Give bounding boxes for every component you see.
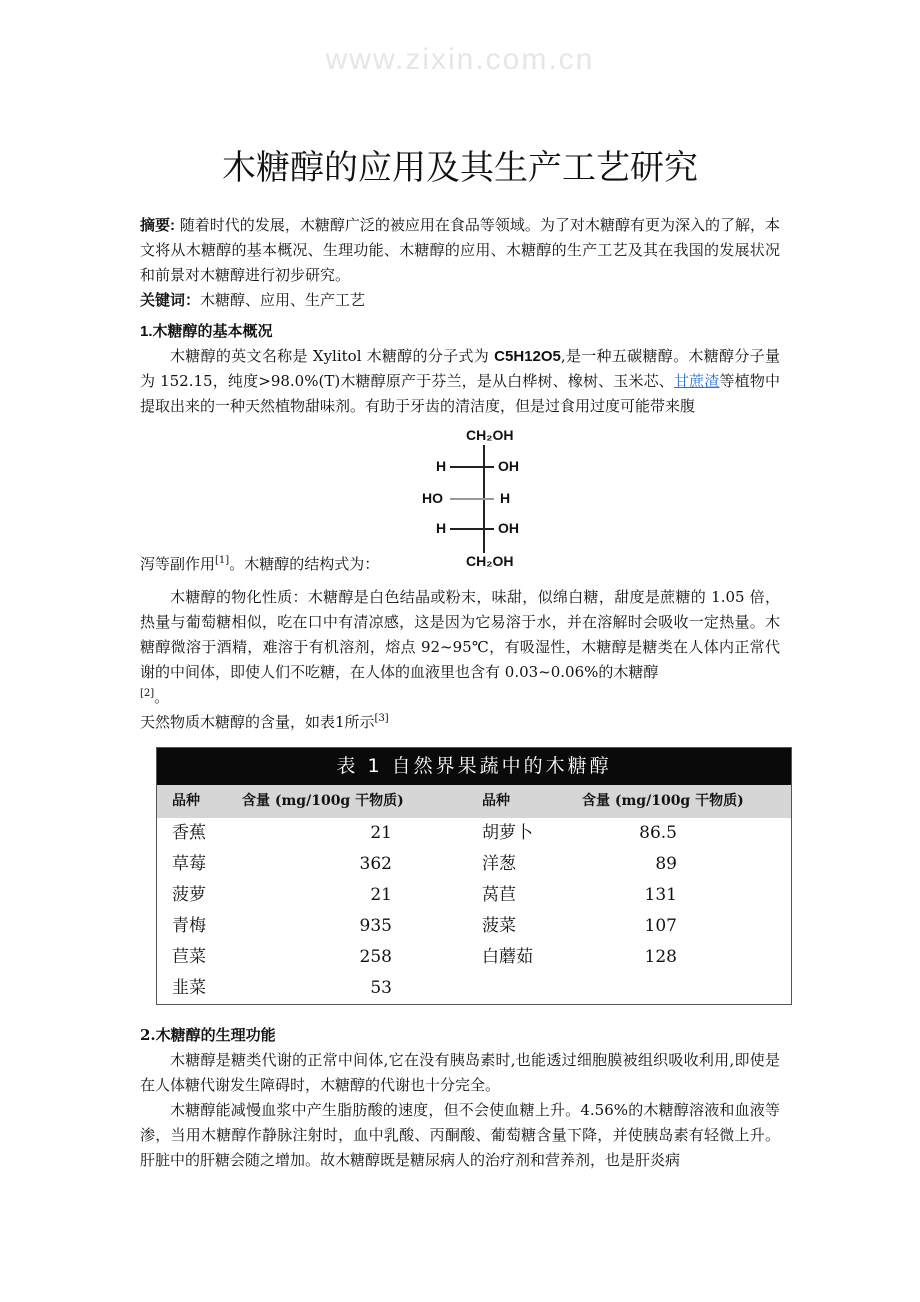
struct-r1-right: OH <box>498 458 519 474</box>
cell-variety: 韭菜 <box>172 978 206 998</box>
cell-variety: 草莓 <box>172 854 206 874</box>
cell-variety: 胡萝卜 <box>482 823 533 843</box>
cell-content <box>582 973 677 1004</box>
table-row <box>157 880 791 911</box>
table-row <box>157 911 791 942</box>
ref-2[interactable]: [2] <box>140 688 155 699</box>
cell-variety <box>467 973 582 1004</box>
abstract-label: 摘要: <box>140 217 176 234</box>
table-row <box>157 818 791 849</box>
cell-variety: 白蘑茹 <box>482 947 533 967</box>
section2-paragraph1: 木糖醇是糖类代谢的正常中间体,它在没有胰岛素时,也能透过细胞膜被组织吸收利用,即使是在人体糖代谢发生障碍时，木糖醇的代谢也十分完全。 <box>140 1051 780 1094</box>
cell-variety: 菠萝 <box>172 885 206 905</box>
struct-r3-left: H <box>436 520 447 536</box>
xylitol-content-table <box>156 747 792 1005</box>
table-row <box>157 849 791 880</box>
cell-content: 89 <box>655 854 677 874</box>
xylitol-structural-formula <box>420 427 530 572</box>
p1-text-d: 泻等副作用 <box>140 555 216 573</box>
table-row <box>157 942 791 973</box>
p1-text-c: 等植物中提取出来的一种天然植物甜味剂。有助于牙齿的清洁度，但是过食用过度可能带来腹 <box>140 372 780 415</box>
section1-paragraph1 <box>140 344 780 419</box>
cell-content: 107 <box>644 916 677 936</box>
keywords <box>140 288 780 313</box>
cell-variety: 莴苣 <box>482 885 516 905</box>
struct-top: CH₂OH <box>466 427 514 443</box>
cell-variety: 香蕉 <box>172 823 206 843</box>
struct-bottom: CH₂OH <box>466 553 514 569</box>
cell-content: 21 <box>370 885 392 905</box>
header-content: 含量 (mg/100g 干物质) <box>582 793 744 809</box>
cell-content: 131 <box>644 885 677 905</box>
p2-end: 。 <box>154 688 170 706</box>
table-body <box>157 818 791 1004</box>
table-intro-text: 天然物质木糖醇的含量，如表1所示 <box>140 713 375 731</box>
cell-content: 86.5 <box>639 823 677 843</box>
ref-3[interactable]: [3] <box>374 713 389 724</box>
keywords-label: 关键词： <box>140 291 201 309</box>
table-row <box>157 973 791 1004</box>
bagasse-link[interactable]: 甘蔗渣 <box>673 372 720 390</box>
cell-content: 53 <box>370 978 392 998</box>
p1-text-b: ,是一种五碳糖醇。木糖醇分子量为 152.15，纯度>98.0%(T)木糖醇原产于芬兰，是从白桦树、橡树、玉米芯、 <box>140 347 780 390</box>
keywords-text: 木糖醇、应用、生产工艺 <box>200 291 366 309</box>
table-header <box>157 785 791 818</box>
cell-content: 935 <box>359 916 392 936</box>
struct-r1-left: H <box>436 458 447 474</box>
watermark: www.zixin.com.cn <box>325 43 595 76</box>
table-intro <box>140 710 780 735</box>
bond <box>450 528 494 530</box>
header-content: 含量 (mg/100g 干物质) <box>242 793 404 809</box>
section2-paragraph2: 木糖醇能减慢血浆中产生脂肪酸的速度，但不会使血糖上升。4.56%的木糖醇溶液和血液等渗，当用木糖醇作静脉注射时，血中乳酸、丙酮酸、葡萄糖含量下降，并使胰岛素有轻微上升。肝脏中的肝糖会随之增加。故木糖醇既是糖尿病人的治疗剂和营养剂，也是肝炎病 <box>140 1101 780 1169</box>
ref-1[interactable]: [1] <box>215 555 230 566</box>
cell-content: 21 <box>370 823 392 843</box>
p1-text-a: 木糖醇的英文名称是 Xylitol 木糖醇的分子式为 <box>170 347 495 365</box>
bond <box>450 498 494 500</box>
cell-content: 362 <box>359 854 392 874</box>
cell-variety: 洋葱 <box>482 854 516 874</box>
cell-variety: 青梅 <box>172 916 206 936</box>
p2-text: 木糖醇的物化性质：木糖醇是白色结晶或粉末，味甜，似绵白糖，甜度是蔗糖的 1.05 倍，热量与葡萄糖相似，吃在口中有清凉感，这是因为它易溶于水，并在溶解时会吸收一定热量。木糖醇微溶于酒精，难溶于有机溶剂，熔点 92~95℃，有吸湿性，木糖醇是糖类在人体内正常代谢的中间体，即使人们不吃糖，在人体的血液里也含有 0.03~0.06%的木糖醇 <box>140 588 780 681</box>
cell-variety: 菠菜 <box>482 916 516 936</box>
section1-heading: 1.木糖醇的基本概况 <box>140 323 273 340</box>
cell-content: 128 <box>644 947 677 967</box>
bond <box>450 466 494 468</box>
cell-variety: 苣菜 <box>172 947 206 967</box>
abstract-text: 随着时代的发展，木糖醇广泛的被应用在食品等领域。为了对木糖醇有更为深入的了解，本文将从木糖醇的基本概况、生理功能、木糖醇的应用、木糖醇的生产工艺及其在我国的发展状况和前景对木糖醇进行初步研究。 <box>140 216 780 284</box>
cell-content: 258 <box>359 947 392 967</box>
section1-paragraph2 <box>140 585 780 710</box>
structure-row <box>140 427 780 577</box>
struct-r2-left: HO <box>422 490 443 506</box>
struct-r2-right: H <box>500 490 511 506</box>
section2-heading: 2.木糖醇的生理功能 <box>140 1026 276 1044</box>
header-variety: 品种 <box>482 793 510 809</box>
header-variety: 品种 <box>172 793 200 809</box>
p1-text-e: 。木糖醇的结构式为： <box>229 555 380 573</box>
abstract <box>140 213 780 288</box>
struct-r3-right: OH <box>498 520 519 536</box>
molecular-formula: C5H12O5 <box>494 348 561 365</box>
page-title: 木糖醇的应用及其生产工艺研究 <box>222 148 698 188</box>
structure-caption <box>140 552 379 577</box>
table-caption: 表 1 自然界果蔬中的木糖醇 <box>157 748 791 785</box>
